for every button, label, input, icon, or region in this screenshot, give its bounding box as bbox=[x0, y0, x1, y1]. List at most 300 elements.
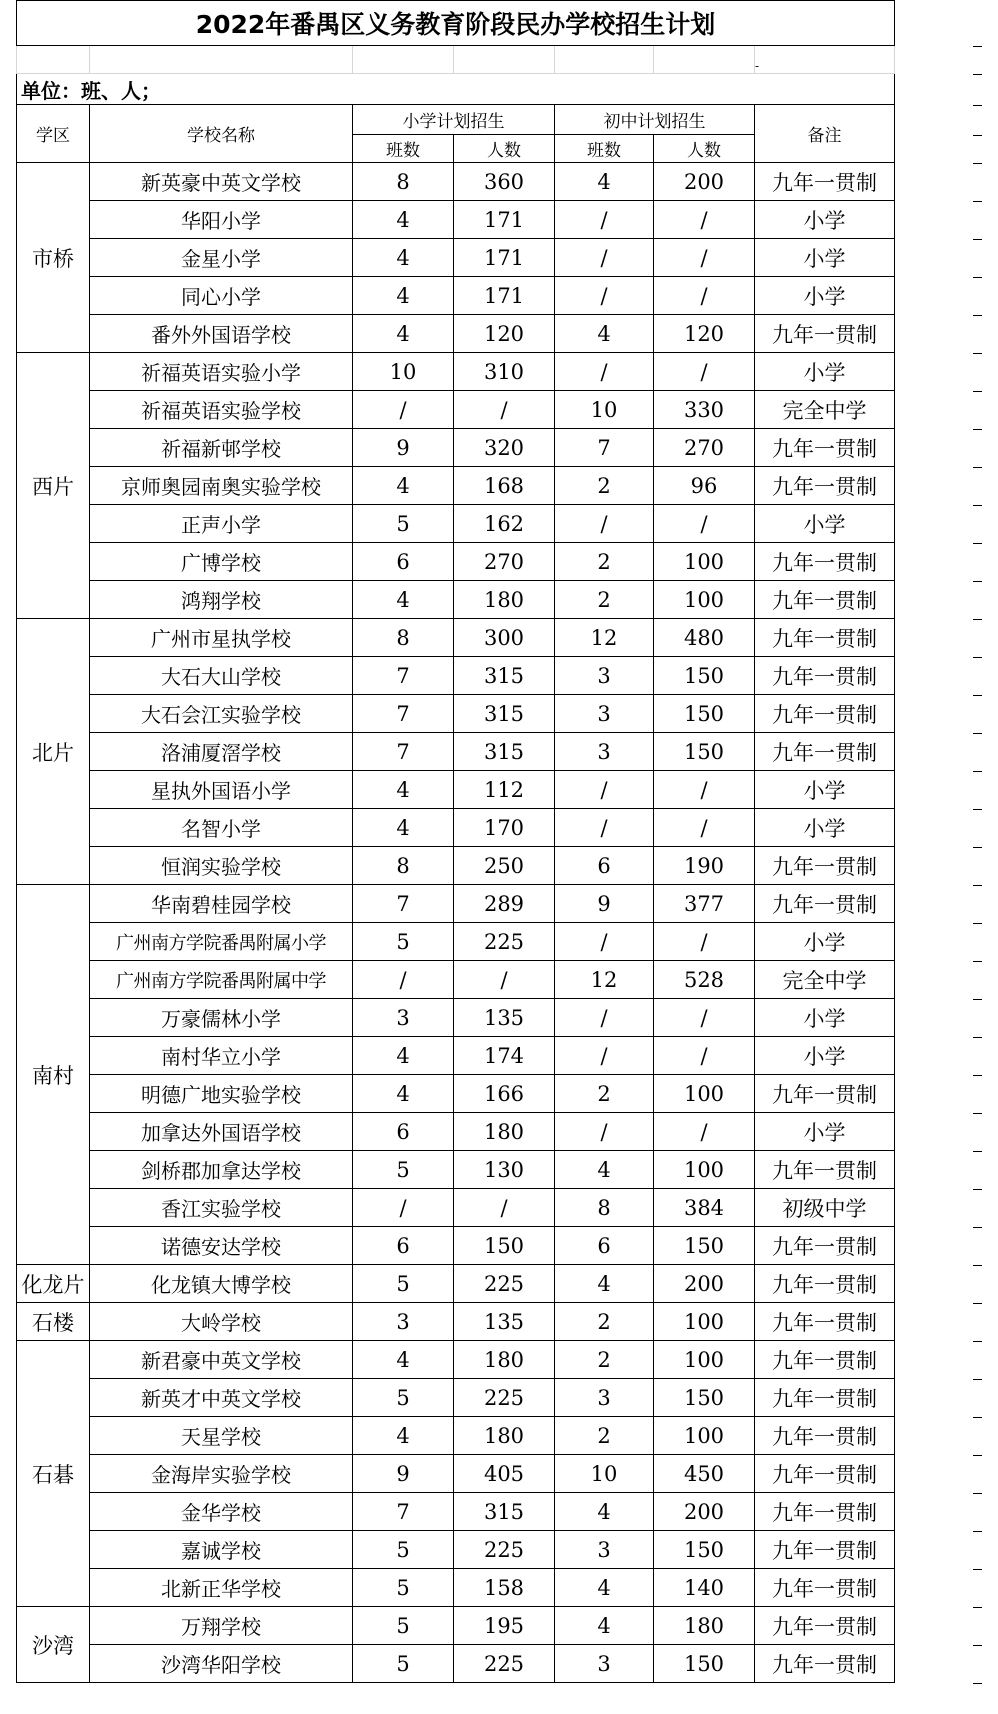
primary-classes-cell[interactable]: 7 bbox=[353, 885, 454, 923]
middle-classes-cell[interactable]: / bbox=[555, 277, 654, 315]
primary-people-cell[interactable]: / bbox=[454, 391, 555, 429]
school-name-cell[interactable]: 新英豪中英文学校 bbox=[90, 163, 353, 201]
header-primary-people: 人数 bbox=[454, 135, 555, 163]
middle-classes-cell[interactable]: 6 bbox=[555, 1227, 654, 1265]
table-row bbox=[17, 809, 895, 847]
middle-classes-cell[interactable]: 2 bbox=[555, 1303, 654, 1341]
note-cell[interactable]: 九年一贯制 bbox=[755, 429, 895, 467]
middle-people-cell[interactable]: 528 bbox=[654, 961, 755, 999]
middle-classes-cell[interactable]: 2 bbox=[555, 467, 654, 505]
note-cell[interactable]: 九年一贯制 bbox=[755, 733, 895, 771]
middle-classes-cell[interactable]: / bbox=[555, 1037, 654, 1075]
middle-people-cell[interactable]: / bbox=[654, 239, 755, 277]
primary-classes-cell[interactable]: 5 bbox=[353, 923, 454, 961]
primary-people-cell[interactable]: 112 bbox=[454, 771, 555, 809]
note-cell[interactable]: 小学 bbox=[755, 1037, 895, 1075]
middle-classes-cell[interactable]: / bbox=[555, 1113, 654, 1151]
table-row bbox=[17, 277, 895, 315]
primary-people-cell[interactable]: 158 bbox=[454, 1569, 555, 1607]
middle-people-cell[interactable]: / bbox=[654, 277, 755, 315]
header-school: 学校名称 bbox=[90, 105, 353, 163]
middle-people-cell[interactable]: 450 bbox=[654, 1455, 755, 1493]
district-cell[interactable]: 沙湾 bbox=[17, 1607, 90, 1683]
note-cell[interactable]: 九年一贯制 bbox=[755, 1455, 895, 1493]
middle-people-cell[interactable]: 150 bbox=[654, 695, 755, 733]
primary-people-cell[interactable]: 270 bbox=[454, 543, 555, 581]
primary-people-cell[interactable]: 320 bbox=[454, 429, 555, 467]
row-edge-mark bbox=[973, 163, 982, 164]
primary-people-cell[interactable]: 250 bbox=[454, 847, 555, 885]
note-cell[interactable]: 小学 bbox=[755, 505, 895, 543]
primary-classes-cell[interactable]: 5 bbox=[353, 1531, 454, 1569]
school-name-cell[interactable]: 剑桥郡加拿达学校 bbox=[90, 1151, 353, 1189]
primary-people-cell[interactable]: 195 bbox=[454, 1607, 555, 1645]
stray-mark: - bbox=[755, 59, 760, 73]
blank-row bbox=[17, 46, 895, 74]
note-cell[interactable]: 小学 bbox=[755, 353, 895, 391]
primary-classes-cell[interactable]: 7 bbox=[353, 1493, 454, 1531]
primary-people-cell[interactable]: / bbox=[454, 961, 555, 999]
note-cell[interactable]: 九年一贯制 bbox=[755, 619, 895, 657]
middle-classes-cell[interactable]: 3 bbox=[555, 695, 654, 733]
note-cell[interactable]: 九年一贯制 bbox=[755, 1645, 895, 1683]
primary-people-cell[interactable]: 135 bbox=[454, 999, 555, 1037]
primary-people-cell[interactable]: 166 bbox=[454, 1075, 555, 1113]
middle-people-cell[interactable]: 180 bbox=[654, 1607, 755, 1645]
note-cell[interactable]: 九年一贯制 bbox=[755, 1341, 895, 1379]
middle-people-cell[interactable]: 150 bbox=[654, 1227, 755, 1265]
row-edge-mark bbox=[973, 135, 982, 136]
primary-classes-cell[interactable]: 4 bbox=[353, 467, 454, 505]
school-name-cell[interactable]: 祈福英语实验小学 bbox=[90, 353, 353, 391]
note-cell[interactable]: 九年一贯制 bbox=[755, 1151, 895, 1189]
school-name-cell[interactable]: 广州南方学院番禺附属小学 bbox=[90, 923, 353, 961]
primary-classes-cell[interactable]: 5 bbox=[353, 1151, 454, 1189]
table-row bbox=[17, 619, 895, 657]
middle-people-cell[interactable]: 150 bbox=[654, 733, 755, 771]
primary-classes-cell[interactable]: / bbox=[353, 1189, 454, 1227]
primary-people-cell[interactable]: 225 bbox=[454, 1379, 555, 1417]
school-name-cell[interactable]: 广博学校 bbox=[90, 543, 353, 581]
primary-classes-cell[interactable]: 4 bbox=[353, 201, 454, 239]
district-cell[interactable]: 石楼 bbox=[17, 1303, 90, 1341]
middle-people-cell[interactable]: / bbox=[654, 999, 755, 1037]
primary-classes-cell[interactable]: 4 bbox=[353, 771, 454, 809]
primary-people-cell[interactable]: 180 bbox=[454, 581, 555, 619]
school-name-cell[interactable]: 华阳小学 bbox=[90, 201, 353, 239]
middle-people-cell[interactable]: 120 bbox=[654, 315, 755, 353]
note-cell[interactable]: 九年一贯制 bbox=[755, 657, 895, 695]
note-cell[interactable]: 九年一贯制 bbox=[755, 1265, 895, 1303]
primary-people-cell[interactable]: 225 bbox=[454, 1645, 555, 1683]
primary-classes-cell[interactable]: 7 bbox=[353, 695, 454, 733]
district-cell[interactable]: 市桥 bbox=[17, 163, 90, 353]
primary-people-cell[interactable]: 130 bbox=[454, 1151, 555, 1189]
header-primary: 小学计划招生 bbox=[353, 105, 555, 135]
school-name-cell[interactable]: 祈福英语实验学校 bbox=[90, 391, 353, 429]
middle-people-cell[interactable]: 200 bbox=[654, 1265, 755, 1303]
school-name-cell[interactable]: 化龙镇大博学校 bbox=[90, 1265, 353, 1303]
school-name-cell[interactable]: 金海岸实验学校 bbox=[90, 1455, 353, 1493]
row-edge-mark bbox=[973, 1341, 982, 1342]
middle-people-cell[interactable]: 100 bbox=[654, 543, 755, 581]
middle-classes-cell[interactable]: / bbox=[555, 923, 654, 961]
primary-classes-cell[interactable]: 9 bbox=[353, 1455, 454, 1493]
primary-people-cell[interactable]: 360 bbox=[454, 163, 555, 201]
row-edge-mark bbox=[973, 429, 982, 430]
middle-classes-cell[interactable]: 10 bbox=[555, 391, 654, 429]
middle-people-cell[interactable]: / bbox=[654, 771, 755, 809]
row-edge-mark bbox=[973, 1455, 982, 1456]
school-name-cell[interactable]: 香江实验学校 bbox=[90, 1189, 353, 1227]
note-cell[interactable]: 九年一贯制 bbox=[755, 1569, 895, 1607]
note-cell[interactable]: 小学 bbox=[755, 809, 895, 847]
middle-people-cell[interactable]: 100 bbox=[654, 1417, 755, 1455]
middle-classes-cell[interactable]: / bbox=[555, 239, 654, 277]
note-cell[interactable]: 九年一贯制 bbox=[755, 1379, 895, 1417]
note-cell[interactable]: 九年一贯制 bbox=[755, 1607, 895, 1645]
primary-people-cell[interactable]: 171 bbox=[454, 277, 555, 315]
school-name-cell[interactable]: 沙湾华阳学校 bbox=[90, 1645, 353, 1683]
header-note: 备注 bbox=[755, 105, 895, 163]
middle-classes-cell[interactable]: 4 bbox=[555, 163, 654, 201]
primary-classes-cell[interactable]: 5 bbox=[353, 1607, 454, 1645]
table-row bbox=[17, 201, 895, 239]
middle-people-cell[interactable]: 100 bbox=[654, 1151, 755, 1189]
table-row bbox=[17, 999, 895, 1037]
school-name-cell[interactable]: 大石大山学校 bbox=[90, 657, 353, 695]
primary-people-cell[interactable]: 310 bbox=[454, 353, 555, 391]
middle-people-cell[interactable]: / bbox=[654, 505, 755, 543]
school-name-cell[interactable]: 洛浦厦滘学校 bbox=[90, 733, 353, 771]
middle-people-cell[interactable]: 150 bbox=[654, 1531, 755, 1569]
note-cell[interactable]: 九年一贯制 bbox=[755, 315, 895, 353]
note-cell[interactable]: 九年一贯制 bbox=[755, 695, 895, 733]
row-edge-mark bbox=[973, 695, 982, 696]
primary-classes-cell[interactable]: 4 bbox=[353, 809, 454, 847]
note-cell[interactable]: 九年一贯制 bbox=[755, 163, 895, 201]
table-row bbox=[17, 1151, 895, 1189]
row-edge-mark bbox=[973, 1645, 982, 1646]
school-name-cell[interactable]: 星执外国语小学 bbox=[90, 771, 353, 809]
middle-classes-cell[interactable]: / bbox=[555, 809, 654, 847]
primary-people-cell[interactable]: 135 bbox=[454, 1303, 555, 1341]
row-edge-mark bbox=[973, 1569, 982, 1570]
middle-people-cell[interactable]: 150 bbox=[654, 1645, 755, 1683]
middle-people-cell[interactable]: 100 bbox=[654, 1075, 755, 1113]
primary-people-cell[interactable]: 162 bbox=[454, 505, 555, 543]
middle-people-cell[interactable]: / bbox=[654, 201, 755, 239]
table-row bbox=[17, 1227, 895, 1265]
primary-classes-cell[interactable]: 5 bbox=[353, 505, 454, 543]
primary-people-cell[interactable]: 289 bbox=[454, 885, 555, 923]
middle-classes-cell[interactable]: 9 bbox=[555, 885, 654, 923]
note-cell[interactable]: 九年一贯制 bbox=[755, 1303, 895, 1341]
row-edge-mark bbox=[973, 1683, 982, 1684]
table-row bbox=[17, 1417, 895, 1455]
middle-people-cell[interactable]: / bbox=[654, 809, 755, 847]
primary-people-cell[interactable]: 225 bbox=[454, 1531, 555, 1569]
middle-people-cell[interactable]: / bbox=[654, 1113, 755, 1151]
middle-classes-cell[interactable]: 3 bbox=[555, 733, 654, 771]
table-row bbox=[17, 543, 895, 581]
school-name-cell[interactable]: 大岭学校 bbox=[90, 1303, 353, 1341]
primary-classes-cell[interactable]: 6 bbox=[353, 1113, 454, 1151]
middle-classes-cell[interactable]: 2 bbox=[555, 1417, 654, 1455]
middle-people-cell[interactable]: 150 bbox=[654, 1379, 755, 1417]
row-edge-mark bbox=[973, 543, 982, 544]
primary-classes-cell[interactable]: 8 bbox=[353, 163, 454, 201]
row-edge-mark bbox=[973, 315, 982, 316]
table-row bbox=[17, 315, 895, 353]
primary-people-cell[interactable]: 171 bbox=[454, 201, 555, 239]
note-cell[interactable]: 小学 bbox=[755, 771, 895, 809]
row-edge-mark bbox=[973, 1151, 982, 1152]
school-name-cell[interactable]: 广州市星执学校 bbox=[90, 619, 353, 657]
primary-classes-cell[interactable]: 6 bbox=[353, 543, 454, 581]
table-row bbox=[17, 923, 895, 961]
primary-people-cell[interactable]: 315 bbox=[454, 733, 555, 771]
middle-people-cell[interactable]: 150 bbox=[654, 657, 755, 695]
row-edge-mark bbox=[973, 105, 982, 106]
school-name-cell[interactable]: 祈福新邨学校 bbox=[90, 429, 353, 467]
note-cell[interactable]: 小学 bbox=[755, 277, 895, 315]
primary-classes-cell[interactable]: 3 bbox=[353, 1303, 454, 1341]
school-name-cell[interactable]: 大石会江实验学校 bbox=[90, 695, 353, 733]
primary-people-cell[interactable]: 300 bbox=[454, 619, 555, 657]
school-name-cell[interactable]: 鸿翔学校 bbox=[90, 581, 353, 619]
middle-classes-cell[interactable]: 4 bbox=[555, 315, 654, 353]
table-row bbox=[17, 847, 895, 885]
school-name-cell[interactable]: 天星学校 bbox=[90, 1417, 353, 1455]
middle-people-cell[interactable]: 377 bbox=[654, 885, 755, 923]
primary-classes-cell[interactable]: 5 bbox=[353, 1645, 454, 1683]
school-name-cell[interactable]: 南村华立小学 bbox=[90, 1037, 353, 1075]
middle-classes-cell[interactable]: 4 bbox=[555, 1265, 654, 1303]
note-cell[interactable]: 完全中学 bbox=[755, 391, 895, 429]
middle-classes-cell[interactable]: 10 bbox=[555, 1455, 654, 1493]
row-edge-mark bbox=[973, 1189, 982, 1190]
middle-classes-cell[interactable]: 4 bbox=[555, 1569, 654, 1607]
school-name-cell[interactable]: 华南碧桂园学校 bbox=[90, 885, 353, 923]
middle-people-cell[interactable]: 100 bbox=[654, 1341, 755, 1379]
note-cell[interactable]: 小学 bbox=[755, 923, 895, 961]
middle-classes-cell[interactable]: 4 bbox=[555, 1493, 654, 1531]
middle-classes-cell[interactable]: 7 bbox=[555, 429, 654, 467]
primary-classes-cell[interactable]: / bbox=[353, 391, 454, 429]
primary-classes-cell[interactable]: 9 bbox=[353, 429, 454, 467]
middle-classes-cell[interactable]: 4 bbox=[555, 1607, 654, 1645]
table-row bbox=[17, 1493, 895, 1531]
middle-people-cell[interactable]: / bbox=[654, 1037, 755, 1075]
middle-classes-cell[interactable]: / bbox=[555, 999, 654, 1037]
middle-classes-cell[interactable]: / bbox=[555, 771, 654, 809]
middle-classes-cell[interactable]: / bbox=[555, 201, 654, 239]
primary-classes-cell[interactable]: 4 bbox=[353, 581, 454, 619]
primary-people-cell[interactable]: 315 bbox=[454, 657, 555, 695]
middle-classes-cell[interactable]: 3 bbox=[555, 1379, 654, 1417]
table-row bbox=[17, 961, 895, 999]
middle-classes-cell[interactable]: 8 bbox=[555, 1189, 654, 1227]
school-name-cell[interactable]: 万翔学校 bbox=[90, 1607, 353, 1645]
primary-classes-cell[interactable]: 8 bbox=[353, 847, 454, 885]
middle-people-cell[interactable]: 190 bbox=[654, 847, 755, 885]
table-row bbox=[17, 1265, 895, 1303]
middle-people-cell[interactable]: 384 bbox=[654, 1189, 755, 1227]
school-name-cell[interactable]: 明德广地实验学校 bbox=[90, 1075, 353, 1113]
district-cell[interactable]: 化龙片 bbox=[17, 1265, 90, 1303]
primary-classes-cell[interactable]: 4 bbox=[353, 277, 454, 315]
school-name-cell[interactable]: 嘉诚学校 bbox=[90, 1531, 353, 1569]
school-name-cell[interactable]: 金星小学 bbox=[90, 239, 353, 277]
note-cell[interactable]: 九年一贯制 bbox=[755, 1417, 895, 1455]
primary-classes-cell[interactable]: 4 bbox=[353, 1037, 454, 1075]
school-name-cell[interactable]: 番外外国语学校 bbox=[90, 315, 353, 353]
note-cell[interactable]: 九年一贯制 bbox=[755, 847, 895, 885]
middle-people-cell[interactable]: 330 bbox=[654, 391, 755, 429]
middle-classes-cell[interactable]: 2 bbox=[555, 1341, 654, 1379]
primary-people-cell[interactable]: 171 bbox=[454, 239, 555, 277]
table-row bbox=[17, 1341, 895, 1379]
middle-people-cell[interactable]: 200 bbox=[654, 163, 755, 201]
note-cell[interactable]: 九年一贯制 bbox=[755, 581, 895, 619]
row-edge-mark bbox=[973, 885, 982, 886]
note-cell[interactable]: 完全中学 bbox=[755, 961, 895, 999]
middle-people-cell[interactable]: 270 bbox=[654, 429, 755, 467]
middle-people-cell[interactable]: 96 bbox=[654, 467, 755, 505]
school-name-cell[interactable]: 金华学校 bbox=[90, 1493, 353, 1531]
table-row bbox=[17, 1607, 895, 1645]
primary-classes-cell[interactable]: 4 bbox=[353, 1341, 454, 1379]
district-cell[interactable]: 石碁 bbox=[17, 1341, 90, 1607]
primary-people-cell[interactable]: 405 bbox=[454, 1455, 555, 1493]
primary-classes-cell[interactable]: 4 bbox=[353, 1417, 454, 1455]
note-cell[interactable]: 初级中学 bbox=[755, 1189, 895, 1227]
district-cell[interactable]: 南村 bbox=[17, 885, 90, 1265]
primary-classes-cell[interactable]: 8 bbox=[353, 619, 454, 657]
primary-people-cell[interactable]: 120 bbox=[454, 315, 555, 353]
middle-classes-cell[interactable]: 3 bbox=[555, 1645, 654, 1683]
middle-classes-cell[interactable]: 4 bbox=[555, 1151, 654, 1189]
middle-people-cell[interactable]: 140 bbox=[654, 1569, 755, 1607]
middle-classes-cell[interactable]: 12 bbox=[555, 961, 654, 999]
primary-classes-cell[interactable]: 4 bbox=[353, 1075, 454, 1113]
note-cell[interactable]: 小学 bbox=[755, 201, 895, 239]
primary-people-cell[interactable]: 180 bbox=[454, 1113, 555, 1151]
primary-people-cell[interactable]: 150 bbox=[454, 1227, 555, 1265]
table-row bbox=[17, 391, 895, 429]
school-name-cell[interactable]: 名智小学 bbox=[90, 809, 353, 847]
district-cell[interactable]: 北片 bbox=[17, 619, 90, 885]
middle-people-cell[interactable]: / bbox=[654, 923, 755, 961]
school-name-cell[interactable]: 新英才中英文学校 bbox=[90, 1379, 353, 1417]
table-row bbox=[17, 505, 895, 543]
middle-people-cell[interactable]: 100 bbox=[654, 1303, 755, 1341]
row-edge-mark bbox=[973, 1113, 982, 1114]
note-cell[interactable]: 九年一贯制 bbox=[755, 1531, 895, 1569]
middle-classes-cell[interactable]: 3 bbox=[555, 1531, 654, 1569]
primary-people-cell[interactable]: 180 bbox=[454, 1341, 555, 1379]
table-row bbox=[17, 467, 895, 505]
middle-classes-cell[interactable]: 3 bbox=[555, 657, 654, 695]
primary-classes-cell[interactable]: 6 bbox=[353, 1227, 454, 1265]
table-row bbox=[17, 885, 895, 923]
note-cell[interactable]: 九年一贯制 bbox=[755, 543, 895, 581]
school-name-cell[interactable]: 恒润实验学校 bbox=[90, 847, 353, 885]
primary-classes-cell[interactable]: 4 bbox=[353, 239, 454, 277]
primary-classes-cell[interactable]: 5 bbox=[353, 1569, 454, 1607]
note-cell[interactable]: 九年一贯制 bbox=[755, 885, 895, 923]
middle-classes-cell[interactable]: 2 bbox=[555, 581, 654, 619]
school-name-cell[interactable]: 同心小学 bbox=[90, 277, 353, 315]
note-cell[interactable]: 九年一贯制 bbox=[755, 467, 895, 505]
school-name-cell[interactable]: 正声小学 bbox=[90, 505, 353, 543]
row-edge-mark bbox=[973, 1227, 982, 1228]
row-edge-mark bbox=[973, 353, 982, 354]
note-cell[interactable]: 小学 bbox=[755, 1113, 895, 1151]
primary-people-cell[interactable]: 315 bbox=[454, 1493, 555, 1531]
primary-classes-cell[interactable]: 4 bbox=[353, 315, 454, 353]
primary-people-cell[interactable]: 225 bbox=[454, 923, 555, 961]
note-cell[interactable]: 九年一贯制 bbox=[755, 1227, 895, 1265]
middle-classes-cell[interactable]: 6 bbox=[555, 847, 654, 885]
header-district: 学区 bbox=[17, 105, 90, 163]
primary-classes-cell[interactable]: 5 bbox=[353, 1379, 454, 1417]
note-cell[interactable]: 小学 bbox=[755, 239, 895, 277]
primary-people-cell[interactable]: 168 bbox=[454, 467, 555, 505]
row-edge-mark bbox=[973, 239, 982, 240]
school-name-cell[interactable]: 广州南方学院番禺附属中学 bbox=[90, 961, 353, 999]
middle-people-cell[interactable]: 200 bbox=[654, 1493, 755, 1531]
school-name-cell[interactable]: 京师奥园南奥实验学校 bbox=[90, 467, 353, 505]
middle-people-cell[interactable]: 100 bbox=[654, 581, 755, 619]
school-name-cell[interactable]: 万豪儒林小学 bbox=[90, 999, 353, 1037]
row-edge-mark bbox=[973, 1379, 982, 1380]
row-edge-mark bbox=[973, 619, 982, 620]
middle-people-cell[interactable]: / bbox=[654, 353, 755, 391]
primary-classes-cell[interactable]: 5 bbox=[353, 1265, 454, 1303]
primary-classes-cell[interactable]: 7 bbox=[353, 733, 454, 771]
middle-classes-cell[interactable]: / bbox=[555, 353, 654, 391]
note-cell[interactable]: 小学 bbox=[755, 999, 895, 1037]
primary-people-cell[interactable]: 225 bbox=[454, 1265, 555, 1303]
primary-people-cell[interactable]: / bbox=[454, 1189, 555, 1227]
primary-people-cell[interactable]: 170 bbox=[454, 809, 555, 847]
primary-people-cell[interactable]: 174 bbox=[454, 1037, 555, 1075]
primary-people-cell[interactable]: 180 bbox=[454, 1417, 555, 1455]
middle-classes-cell[interactable]: 12 bbox=[555, 619, 654, 657]
middle-classes-cell[interactable]: / bbox=[555, 505, 654, 543]
row-edge-mark bbox=[973, 467, 982, 468]
school-name-cell[interactable]: 加拿达外国语学校 bbox=[90, 1113, 353, 1151]
middle-classes-cell[interactable]: 2 bbox=[555, 1075, 654, 1113]
district-cell[interactable]: 西片 bbox=[17, 353, 90, 619]
middle-people-cell[interactable]: 480 bbox=[654, 619, 755, 657]
note-cell[interactable]: 九年一贯制 bbox=[755, 1075, 895, 1113]
middle-classes-cell[interactable]: 2 bbox=[555, 543, 654, 581]
school-name-cell[interactable]: 新君豪中英文学校 bbox=[90, 1341, 353, 1379]
primary-classes-cell[interactable]: 3 bbox=[353, 999, 454, 1037]
primary-classes-cell[interactable]: 7 bbox=[353, 657, 454, 695]
table-row bbox=[17, 239, 895, 277]
primary-people-cell[interactable]: 315 bbox=[454, 695, 555, 733]
primary-classes-cell[interactable]: 10 bbox=[353, 353, 454, 391]
table-row bbox=[17, 1037, 895, 1075]
school-name-cell[interactable]: 诺德安达学校 bbox=[90, 1227, 353, 1265]
note-cell[interactable]: 九年一贯制 bbox=[755, 1493, 895, 1531]
primary-classes-cell[interactable]: / bbox=[353, 961, 454, 999]
school-name-cell[interactable]: 北新正华学校 bbox=[90, 1569, 353, 1607]
